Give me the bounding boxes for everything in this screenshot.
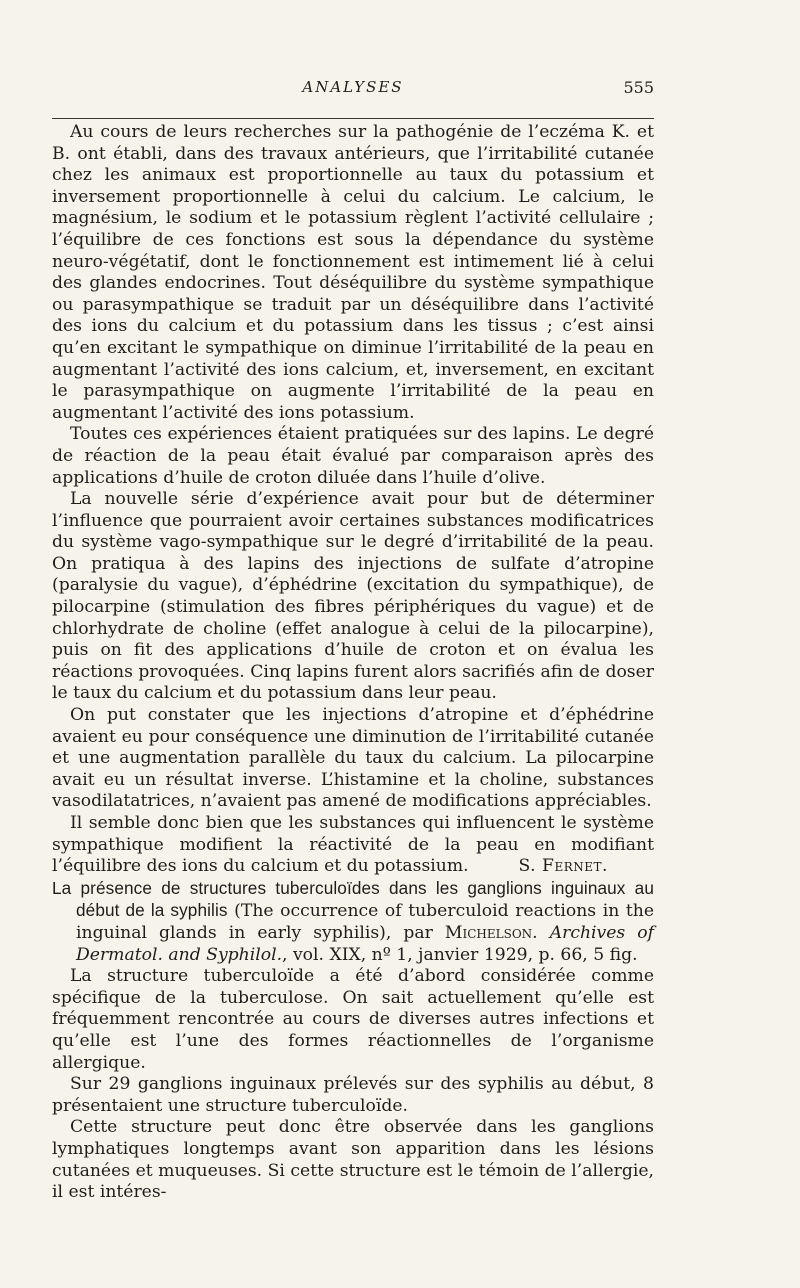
paragraph: Toutes ces expériences étaient pratiquées sur des lapins. Le degré de réaction de la peau était évalué par comparaison après des applications d’huile de croton diluée dans l’huile d’olive. bbox=[52, 424, 654, 488]
article-header bbox=[52, 878, 654, 966]
header-rule bbox=[52, 118, 654, 119]
author-separator: . bbox=[532, 922, 550, 943]
author-name: Michelson bbox=[444, 922, 533, 943]
closing-paragraph bbox=[52, 813, 654, 878]
signature: S. Fernet. bbox=[518, 856, 608, 877]
closing-text: Il semble donc bien que les substances qui influencent le système sympathique modifient la réactivité de la peau en modifiant l’équilibre des ions du calcium et du potassium. bbox=[52, 813, 654, 877]
page-number: 555 bbox=[623, 78, 654, 97]
paragraph: Cette structure peut donc être observée dans les ganglions lymphatiques longtemps avant son apparition dans les lésions cutanées et muqueuses. Si cette structure est le témoin de l’allergie, il est intéres- bbox=[52, 1117, 654, 1203]
paragraph: Au cours de leurs recherches sur la pathogénie de l’eczéma K. et B. ont établi, dans des travaux antérieurs, que l’irritabilité cutanée chez les animaux est proportionnelle au taux du potassium et inversement proportionnelle à celui du calcium. Le calcium, le magnésium, le sodium et le potassium règlent l’activité cellulaire ; l’équilibre de ces fonctions est sous la dépendance du système neuro-végétatif, dont le fonctionnement est intimement lié à celui des glandes endocrines. Tout déséquilibre du système sympathique ou parasympathique se traduit par un déséquilibre dans l’activité des ions du calcium et du potassium dans les tissus ; c’est ainsi qu’en excitant le sympathique on diminue l’irritabilité de la peau en augmentant l’activité des ions calcium, et, inversement, en excitant le parasympathique on augmente l’irritabilité de la peau en augmentant l’activité des ions potassium. bbox=[52, 122, 654, 423]
english-title: (The occurrence of tuberculoid reactions in the inguinal glands in early syphilis), par bbox=[76, 901, 655, 943]
running-title: ANALYSES bbox=[302, 78, 404, 96]
page-header bbox=[52, 78, 654, 102]
body-text bbox=[52, 122, 654, 1204]
article-title: La présence de structures tuberculoïdes dans les ganglions inguinaux au début de la syphilis bbox=[52, 877, 654, 921]
journal-name: Archives of Dermatol. and Syphilol. bbox=[76, 922, 654, 965]
paragraph: La nouvelle série d’expérience avait pour but de déterminer l’influence que pourraient avoir certaines substances modificatrices du système vago-sympathique sur le degré d’irritabilité de la peau. On pratiqua à des lapins des injections de sulfate d’atropine (paralysie du vague), d’éphédrine (excitation du sympathique), de pilocarpine (stimulation des fibres périphériques du vague) et de chlorhydrate de choline (effet analogue à celui de la pilocarpine), puis on fit des applications d’huile de croton et on évalua les réactions provoquées. Cinq lapins furent alors sacrifiés afin de doser le taux du calcium et du potassium dans leur peau. bbox=[52, 489, 654, 704]
paragraph: La structure tuberculoïde a été d’abord considérée comme spécifique de la tuberculose. On sait actuellement qu’elle est fréquemment rencontrée au cours de diverses autres infections et qu’elle est l’une des formes réactionnelles de l’organisme allergique. bbox=[52, 966, 654, 1073]
citation-details: , vol. XIX, nº 1, janvier 1929, p. 66, 5 fig. bbox=[282, 944, 638, 965]
paragraph: Sur 29 ganglions inguinaux prélevés sur des syphilis au début, 8 présentaient une structure tuberculoïde. bbox=[52, 1074, 654, 1116]
paragraph: On put constater que les injections d’atropine et d’éphédrine avaient eu pour conséquence une diminution de l’irritabilité cutanée et une augmentation parallèle du taux du calcium. La pilocarpine avait eu un résultat inverse. L’histamine et la choline, substances vasodilatatrices, n’avaient pas amené de modifications appréciables. bbox=[52, 705, 654, 812]
